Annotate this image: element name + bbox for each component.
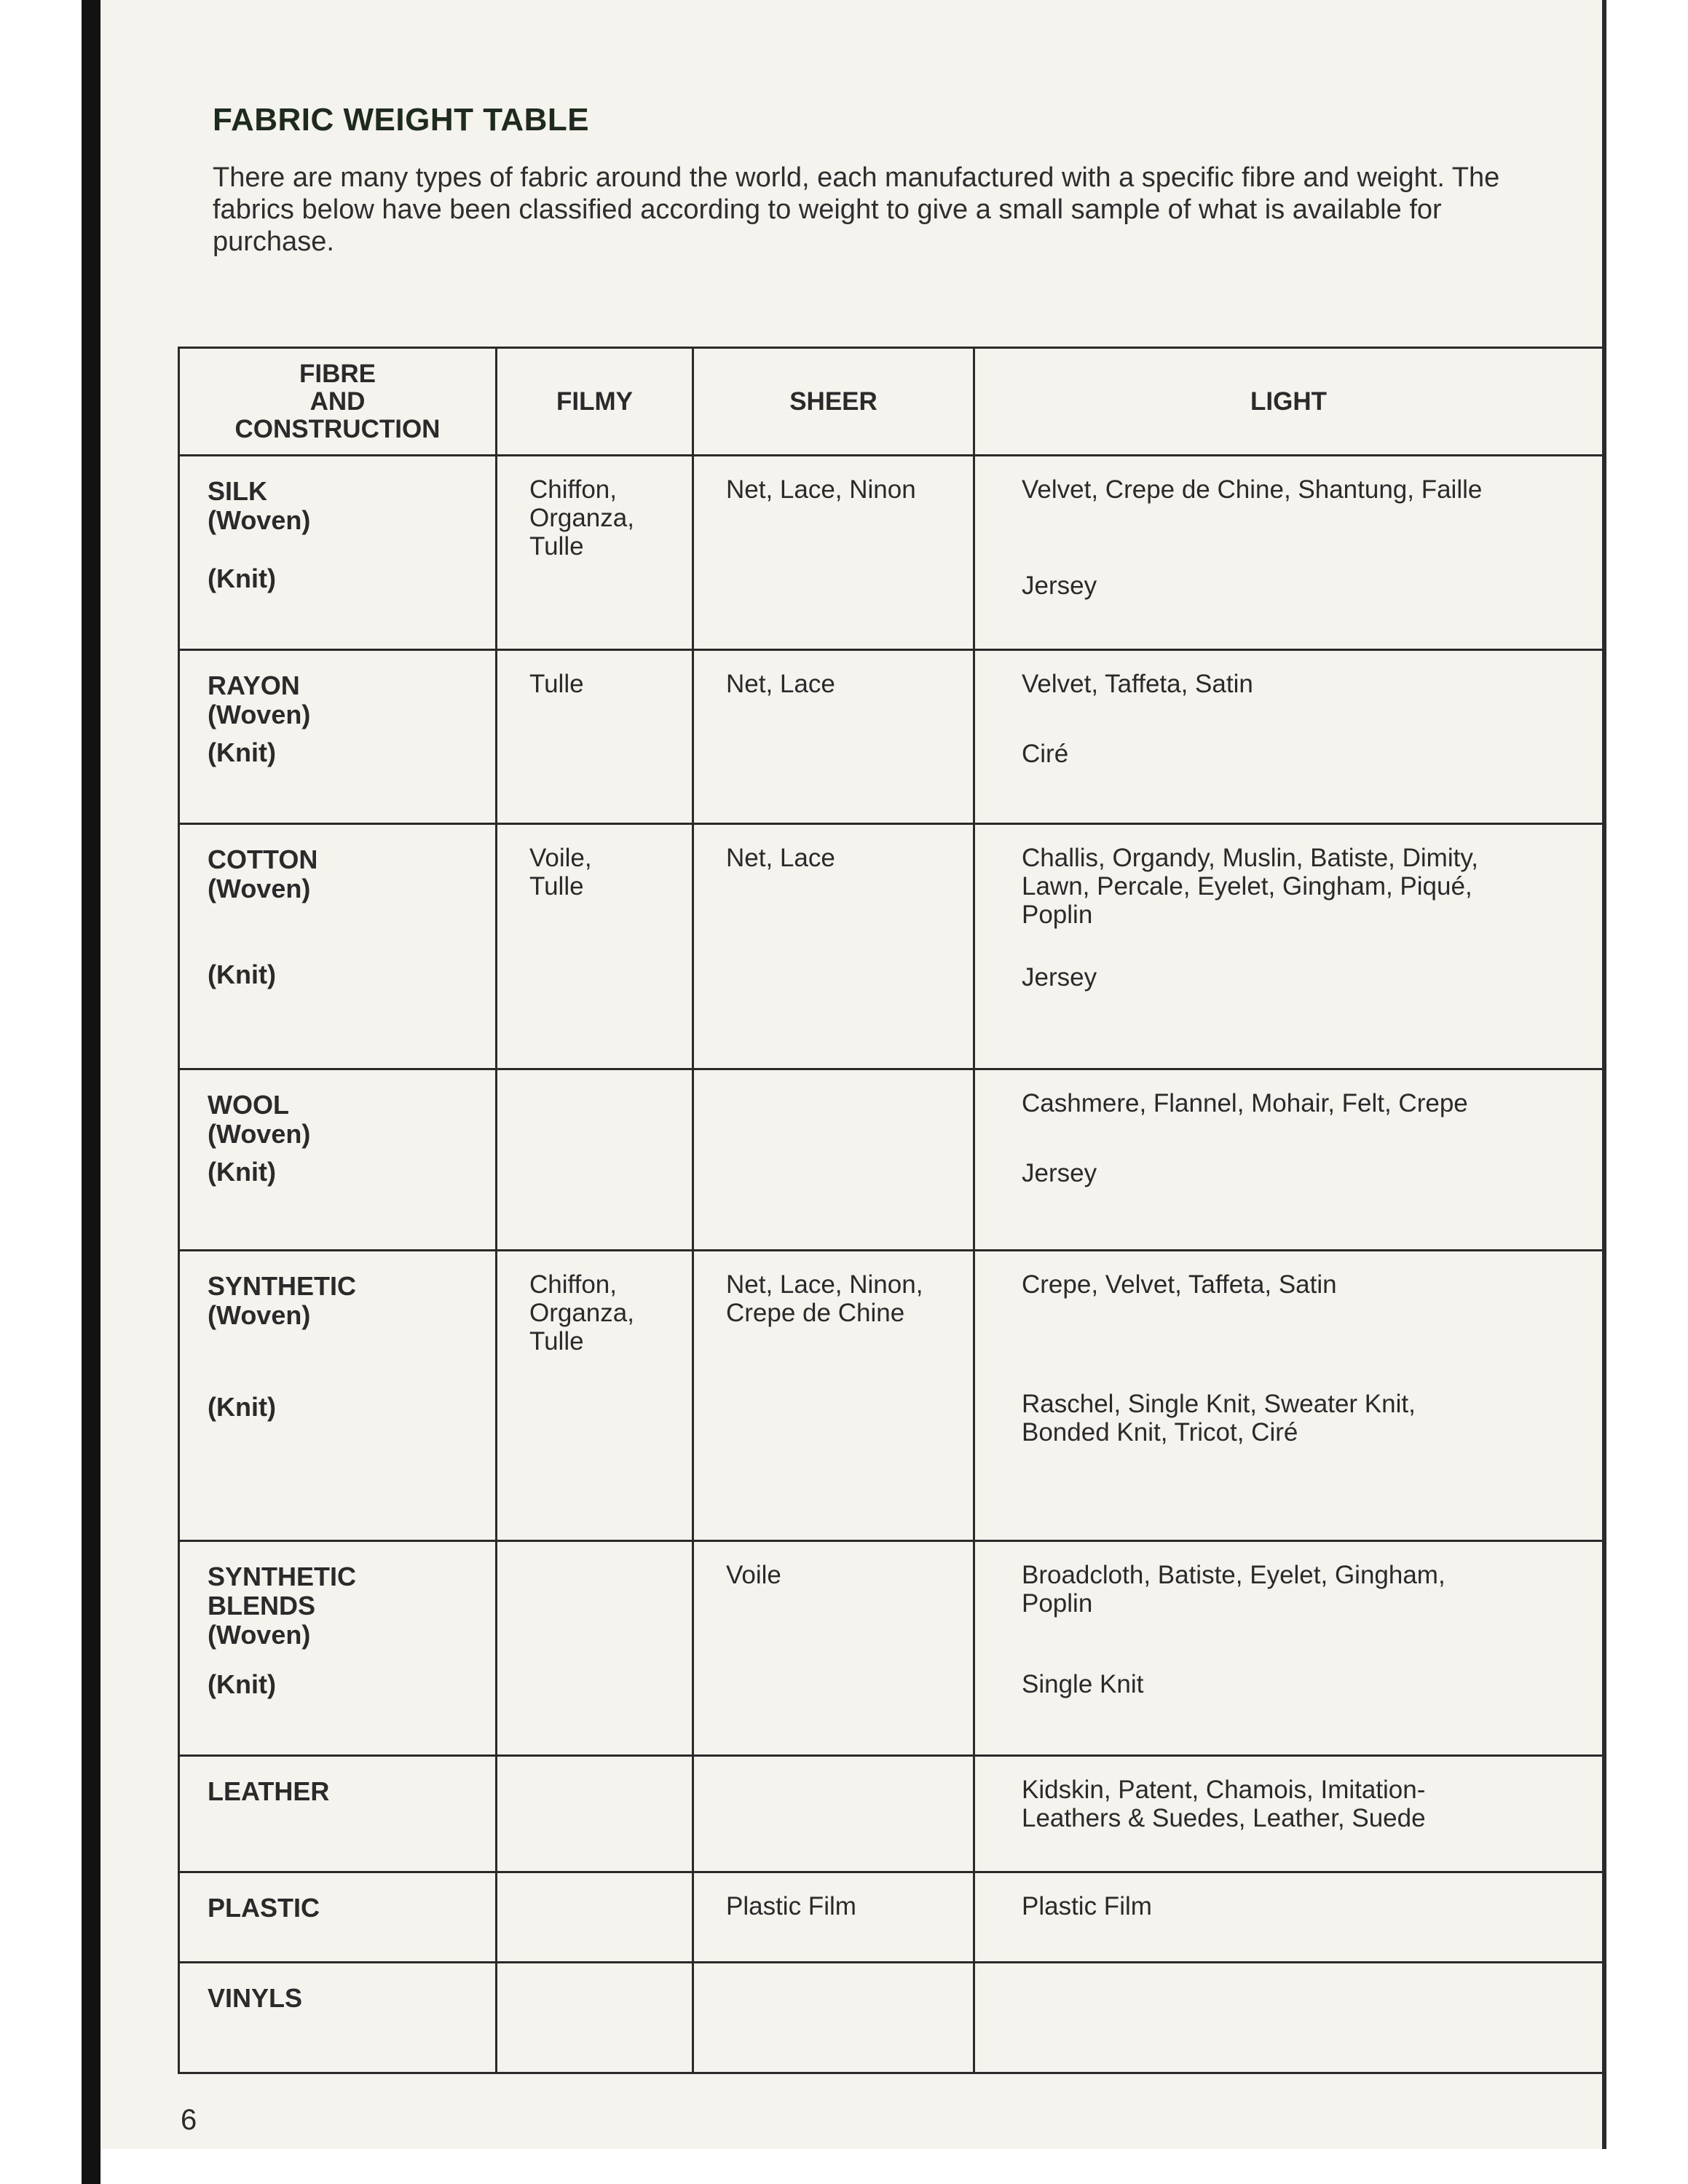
fibre-cell <box>179 1872 497 1963</box>
sheer-cell <box>693 650 974 824</box>
filmy-text: Chiffon, Organza, Tulle <box>529 1270 634 1356</box>
fibre-name: COTTON <box>208 844 318 874</box>
woven-label: (Woven) <box>208 1300 311 1330</box>
woven-label: (Woven) <box>208 1620 311 1650</box>
header-light: LIGHT <box>974 348 1604 456</box>
knit-label: (Knit) <box>208 563 276 593</box>
sheer-cell <box>693 1756 974 1872</box>
knit-label: (Knit) <box>208 960 276 989</box>
light-cell <box>974 456 1604 650</box>
table-row <box>179 824 1604 1069</box>
fibre-name: VINYLS <box>208 1983 303 2013</box>
header-row <box>179 348 1604 456</box>
scan-right-margin <box>1602 0 1688 2184</box>
fibre-name: SYNTHETIC BLENDS <box>208 1562 357 1621</box>
page-title: FABRIC WEIGHT TABLE <box>213 102 590 138</box>
fibre-name: PLASTIC <box>208 1893 320 1923</box>
sheer-cell <box>693 1251 974 1541</box>
sheer-cell <box>693 1963 974 2073</box>
fibre-name: RAYON <box>208 670 300 700</box>
fibre-name: LEATHER <box>208 1776 330 1806</box>
page-number: 6 <box>181 2104 197 2136</box>
light-cell <box>974 1963 1604 2073</box>
scan-left-margin <box>0 0 82 2184</box>
fibre-name: WOOL <box>208 1090 289 1120</box>
fibre-cell <box>179 824 497 1069</box>
sheer-text: Net, Lace <box>726 844 835 872</box>
light-woven-text: Velvet, Crepe de Chine, Shantung, Faille <box>1022 475 1483 504</box>
fibre-cell <box>179 1541 497 1756</box>
light-woven-text: Cashmere, Flannel, Mohair, Felt, Crepe <box>1022 1089 1468 1117</box>
light-knit-text: Jersey <box>1022 571 1097 600</box>
table-row <box>179 1069 1604 1251</box>
filmy-text: Tulle <box>529 670 584 698</box>
light-text: Plastic Film <box>1022 1892 1152 1920</box>
fibre-cell <box>179 1963 497 2073</box>
header-filmy: FILMY <box>497 348 693 456</box>
light-woven-text: Crepe, Velvet, Taffeta, Satin <box>1022 1270 1337 1299</box>
table-row <box>179 1963 1604 2073</box>
light-woven-text: Challis, Organdy, Muslin, Batiste, Dimity, Lawn, Percale, Eyelet, Gingham, Piqué, Poplin <box>1022 844 1478 929</box>
fibre-cell <box>179 456 497 650</box>
sheer-cell <box>693 1872 974 1963</box>
sheer-cell <box>693 824 974 1069</box>
scan-bottom-margin <box>100 2149 1602 2184</box>
light-cell <box>974 824 1604 1069</box>
header-fibre-line: AND <box>309 387 366 416</box>
woven-label: (Woven) <box>208 700 311 729</box>
light-knit-text: Raschel, Single Knit, Sweater Knit, Bonded Knit, Tricot, Ciré <box>1022 1390 1416 1447</box>
filmy-cell <box>497 1541 693 1756</box>
sheer-cell <box>693 456 974 650</box>
knit-label: (Knit) <box>208 1157 276 1187</box>
woven-label: (Woven) <box>208 1119 311 1149</box>
light-cell <box>974 1872 1604 1963</box>
light-cell <box>974 1251 1604 1541</box>
knit-label: (Knit) <box>208 737 276 767</box>
fibre-name: SILK <box>208 476 268 506</box>
table-row <box>179 1251 1604 1541</box>
filmy-cell <box>497 1756 693 1872</box>
header-fibre-line: FIBRE <box>299 359 376 388</box>
knit-label: (Knit) <box>208 1669 276 1699</box>
light-knit-text: Jersey <box>1022 1159 1097 1187</box>
sheer-text: Net, Lace, Ninon <box>726 475 916 504</box>
table-row <box>179 1872 1604 1963</box>
light-knit-text: Ciré <box>1022 740 1069 768</box>
sheer-text: Plastic Film <box>726 1892 856 1920</box>
filmy-cell <box>497 1069 693 1251</box>
filmy-text: Voile, Tulle <box>529 844 592 901</box>
light-cell <box>974 650 1604 824</box>
filmy-cell <box>497 824 693 1069</box>
light-knit-text: Single Knit <box>1022 1670 1144 1698</box>
header-fibre-line: CONSTRUCTION <box>234 414 441 443</box>
table-row <box>179 1756 1604 1872</box>
knit-label: (Knit) <box>208 1392 276 1422</box>
sheer-text: Net, Lace, Ninon, Crepe de Chine <box>726 1270 923 1327</box>
header-sheer: SHEER <box>693 348 974 456</box>
sheer-text: Voile <box>726 1561 781 1589</box>
light-text: Kidskin, Patent, Chamois, Imitation- Leathers & Suedes, Leather, Suede <box>1022 1776 1426 1832</box>
fibre-cell <box>179 1251 497 1541</box>
fibre-cell <box>179 650 497 824</box>
table-row <box>179 650 1604 824</box>
woven-label: (Woven) <box>208 505 311 535</box>
light-cell <box>974 1756 1604 1872</box>
fabric-weight-table <box>178 347 1604 2074</box>
table-row <box>179 456 1604 650</box>
filmy-text: Chiffon, Organza, Tulle <box>529 475 634 561</box>
sheer-text: Net, Lace <box>726 670 835 698</box>
table-row <box>179 1541 1604 1756</box>
fibre-cell <box>179 1069 497 1251</box>
light-cell <box>974 1541 1604 1756</box>
fibre-name: SYNTHETIC <box>208 1271 357 1301</box>
woven-label: (Woven) <box>208 874 311 903</box>
intro-paragraph: There are many types of fabric around the world, each manufactured with a specific fibre and weight. The fabrics below have been classified according to weight to give a small sample of what is available for purchase. <box>213 162 1500 257</box>
filmy-cell <box>497 1872 693 1963</box>
light-knit-text: Jersey <box>1022 963 1097 992</box>
filmy-cell <box>497 456 693 650</box>
light-cell <box>974 1069 1604 1251</box>
filmy-cell <box>497 650 693 824</box>
filmy-cell <box>497 1251 693 1541</box>
sheer-cell <box>693 1069 974 1251</box>
filmy-cell <box>497 1963 693 2073</box>
header-fibre <box>179 348 497 456</box>
light-woven-text: Velvet, Taffeta, Satin <box>1022 670 1253 698</box>
fibre-cell <box>179 1756 497 1872</box>
sheer-cell <box>693 1541 974 1756</box>
light-woven-text: Broadcloth, Batiste, Eyelet, Gingham, Poplin <box>1022 1561 1446 1618</box>
